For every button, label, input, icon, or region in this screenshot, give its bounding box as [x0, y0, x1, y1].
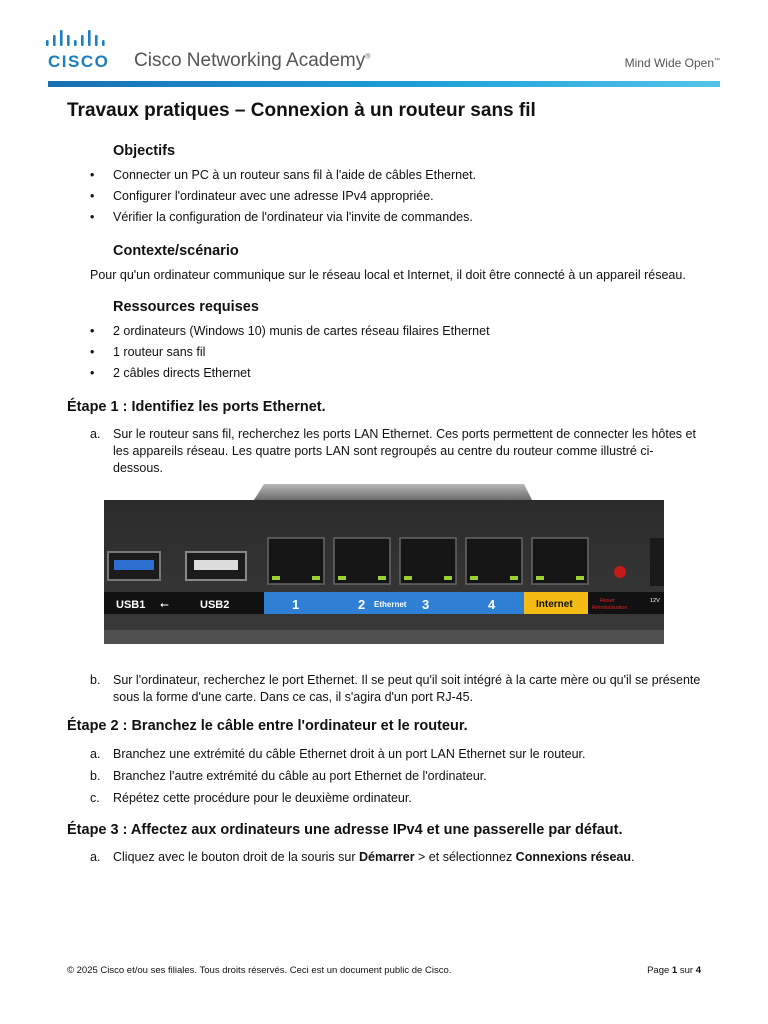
list-item: • Vérifier la configuration de l'ordinateur via l'invite de commandes. — [90, 209, 476, 230]
page-title: Travaux pratiques – Connexion à un routeur sans fil — [67, 100, 536, 121]
item-letter: c. — [90, 791, 100, 805]
internet-label: Internet — [536, 599, 573, 610]
port3-label: 3 — [422, 597, 430, 612]
tagline-text: Mind Wide Open — [624, 56, 714, 70]
cisco-logo-bars-icon — [46, 30, 114, 50]
objectifs-heading: Objectifs — [113, 143, 176, 159]
objectifs-list — [90, 167, 476, 230]
item-letter: a. — [90, 747, 101, 761]
etape3-heading: Étape 3 : Affectez aux ordinateurs une adresse IPv4 et une passerelle par défaut. — [67, 822, 623, 838]
page-sep: sur — [677, 965, 696, 976]
item-text: Branchez une extrémité du câble Ethernet droit à un port LAN Ethernet sur le routeur. — [113, 747, 586, 761]
port4-label: 4 — [488, 597, 496, 612]
text-segment: Cliquez avec le bouton droit de la souris sur — [113, 850, 359, 864]
item-letter: b. — [90, 769, 101, 783]
bold-connexions-reseau: Connexions réseau — [515, 850, 631, 864]
contexte-text: Pour qu'un ordinateur communique sur le réseau local et Internet, il doit être connecté à un appareil réseau. — [90, 268, 686, 282]
item-text — [113, 849, 703, 866]
router-back-panel-image — [104, 480, 664, 650]
contexte-heading: Contexte/scénario — [113, 243, 239, 259]
registered-mark: ® — [365, 53, 371, 61]
item-text: Branchez l'autre extrémité du câble au port Ethernet de l'ordinateur. — [113, 769, 487, 783]
text-segment: > et sélectionnez — [414, 850, 516, 864]
item-text: Répétez cette procédure pour le deuxième ordinateur. — [113, 791, 412, 805]
academy-title — [134, 50, 370, 72]
page-current: 1 — [671, 965, 678, 976]
ethernet-label: Ethernet — [374, 600, 407, 609]
ressources-heading: Ressources requises — [113, 299, 259, 315]
trademark-mark: ™ — [714, 58, 720, 64]
reset-label-fr: Réinitialisation — [592, 605, 628, 611]
list-item: • Configurer l'ordinateur avec une adresse IPv4 appropriée. — [90, 188, 476, 209]
list-item: • 2 ordinateurs (Windows 10) munis de cartes réseau filaires Ethernet — [90, 323, 490, 344]
port2-label: 2 — [358, 597, 366, 612]
cisco-logo-text: CISCO — [48, 52, 110, 71]
etape1-heading: Étape 1 : Identifiez les ports Ethernet. — [67, 399, 326, 415]
page-total: 4 — [695, 965, 701, 976]
list-item: • Connecter un PC à un routeur sans fil à l'aide de câbles Ethernet. — [90, 167, 476, 188]
ressources-list — [90, 323, 490, 386]
text-segment: . — [631, 850, 635, 864]
usb-symbol-icon: ⭠ — [160, 598, 169, 611]
header-divider — [48, 81, 720, 87]
reset-label: Reset — [600, 598, 615, 604]
power-label: 12V — [650, 598, 660, 604]
list-item: • 1 routeur sans fil — [90, 344, 490, 365]
item-letter: a. — [90, 427, 101, 441]
port1-label: 1 — [292, 597, 300, 612]
page-word: Page — [647, 965, 672, 976]
item-letter: a. — [90, 850, 101, 864]
usb1-label: USB1 — [116, 599, 146, 611]
item-text: Sur l'ordinateur, recherchez le port Ethernet. Il se peut qu'il soit intégré à la carte mère ou qu'il se présente sous la forme d'une carte. Dans ce cas, il s'agira d'un port RJ-45. — [113, 673, 701, 704]
tagline — [625, 56, 720, 70]
item-letter: b. — [90, 673, 101, 687]
academy-title-text: Cisco Networking Academy — [134, 50, 366, 71]
item-text: Sur le routeur sans fil, recherchez les ports LAN Ethernet. Ces ports permettent de connecter les hôtes et les appareils réseau. Les quatre ports LAN sont regroupés au centre du routeur comme illustré ci-dessous. — [113, 427, 696, 475]
footer-copyright: © 2025 Cisco et/ou ses filiales. Tous droits réservés. Ceci est un document public de Cisco. — [67, 965, 452, 976]
bold-demarrer: Démarrer — [358, 850, 415, 864]
etape2-heading: Étape 2 : Branchez le câble entre l'ordinateur et le routeur. — [67, 718, 468, 734]
footer-page-number — [647, 965, 701, 976]
page-header — [0, 0, 768, 90]
usb2-label: USB2 — [200, 599, 230, 611]
list-item: • 2 câbles directs Ethernet — [90, 365, 490, 386]
